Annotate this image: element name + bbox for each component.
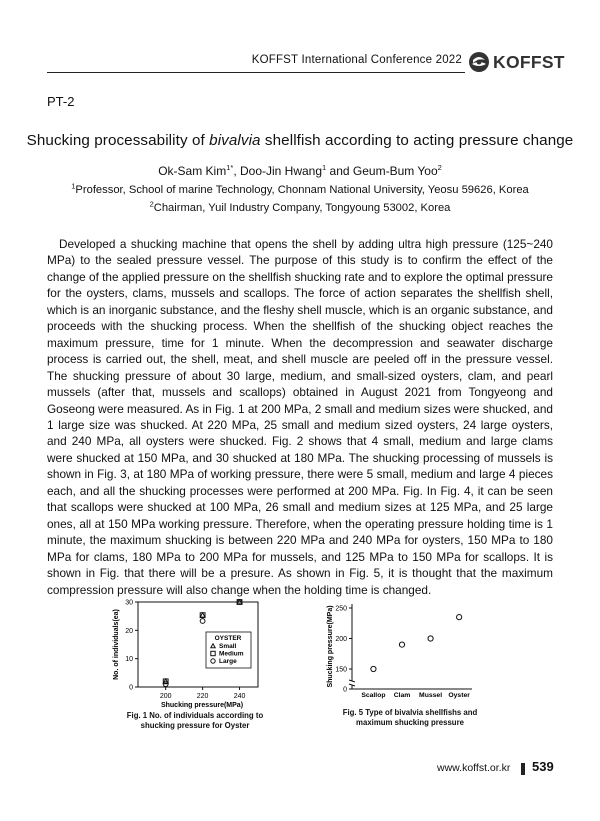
legend-title: OYSTER (214, 635, 242, 642)
footer-divider (521, 763, 525, 775)
y-tick-label: 0 (343, 686, 347, 694)
y-tick-label: 150 (335, 666, 347, 674)
fig1-chart (108, 594, 273, 710)
x-tick-label: 220 (196, 693, 209, 700)
page-number: 539 (532, 759, 554, 774)
y-tick-label: 250 (335, 605, 347, 613)
y-tick-label: 30 (125, 599, 133, 607)
x-category-label: Scallop (361, 692, 386, 699)
y-tick-label: 0 (129, 684, 133, 692)
footer-url: www.koffst.or.kr (437, 762, 511, 774)
fig1-caption-line: shucking pressure for Oyster (140, 721, 250, 730)
conference-name: KOFFST International Conference 2022 (251, 54, 462, 66)
author-sup: 1* (226, 163, 234, 172)
data-point-circle (200, 619, 205, 624)
y-tick-label: 10 (125, 656, 133, 664)
y-axis-label: No. of individuals(ea) (113, 609, 120, 680)
affiliation (0, 199, 600, 214)
abstract-body: Developed a shucking machine that opens the shell by adding ultra high pressure (125~240 MPa) to the sealed pressure vessel. The purpose of this study is to confirm the effect of the change of the applied pressure on the shellfish shucking rate and to explore the optimal pressure for the oysters, clams, mussels and scallops. The force of action separates the shellfish shell, which is an inorganic substance, and the fleshy shell muscle, which is an organic substance, and proceeds with the shucking process. When the shellfish of the shucking object reaches the maximum pressure, time for 1 minute. When the decompression and seawater discharge process is carried out, the shell, meat, and shell muscle are peeled off in the pressure vessel. The shucking pressure of about 30 large, medium, and small-sized oysters, clam, and pearl mussels (after that, mussels and scallops) obtained in August 2021 from Tongyeong and Goseong were measured. As in Fig. 1 at 200 MPa, 2 small and medium sizes were shucked, and 1 large size was shucked. At 220 MPa, 25 small and medium sized oysters, 24 large oysters, and 240 MPa, all oysters were shucked. Fig. 2 shows that 4 small, medium and large clams were shucked at 150 MPa, and 30 shucked at 180 MPa. The shucking processing of mussels is shown in Fig. 3, at 180 MPa of working pressure, there were 5 small, medium and large 4 pieces each, and all the shucking processes were performed at 200 MPa. Fig. In Fig. 4, it can be seen that scallops were shucked at 100 MPa, 26 small and medium sizes at 125 MPa, and 25 large ones, all at 150 MPa working pressure. Therefore, when the operating pressure holding time is 1 minute, the maximum shucking is between 220 MPa and 240 MPa for oysters, 150 MPa to 180 MPa for clams, 180 MPa to 200 MPa for mussels, and 125 MPa to 150 MPa for scallops. It is shown in Fig. that there will be a presure. As shown in Fig. 5, it is thought that the maximum compression pressure will also change when the holding time is changed. (47, 237, 553, 597)
title-italic: bivalvia (209, 132, 261, 149)
y-tick-label: 200 (335, 636, 347, 643)
title-part: Shucking processability of (26, 132, 210, 149)
affiliation-text: Professor, School of marine Technology, Chonnam National University, Yeosu 59626, Korea (75, 184, 529, 196)
author-sep: , (233, 164, 240, 178)
fig5-caption-line: Fig. 5 Type of bivalvia shellfishs and (342, 708, 478, 717)
data-point-circle (428, 636, 433, 641)
affiliation (0, 181, 600, 196)
koffst-logo (468, 50, 565, 74)
fig1-caption (105, 711, 285, 731)
data-point-triangle (200, 613, 205, 617)
affiliation-text: Chairman, Yuil Industry Company, Tongyoung 53002, Korea (153, 202, 451, 214)
fig5-caption (320, 708, 500, 728)
data-point-circle (457, 615, 462, 620)
affiliation-sup: 1 (71, 181, 76, 191)
y-axis-label: Shucking pressure(MPa) (327, 605, 334, 688)
author-sup: 2 (437, 163, 442, 172)
authors (0, 164, 600, 178)
fig5-chart (322, 594, 482, 706)
x-tick-label: 240 (233, 693, 246, 700)
title-part: shellfish according to acting pressure change (260, 132, 574, 149)
x-category-label: Clam (393, 692, 411, 699)
author-name: Doo-Jin Hwang (239, 164, 323, 178)
author-name: Ok-Sam Kim (158, 164, 227, 178)
x-tick-label: 200 (159, 693, 172, 700)
fig1-caption-line: Fig. 1 No. of individuals according to (126, 711, 264, 720)
legend-label: Medium (219, 650, 244, 658)
header-rule (47, 72, 465, 73)
y-tick-label: 20 (125, 627, 133, 635)
affiliation-sup: 2 (149, 199, 154, 209)
koffst-logo-icon (468, 51, 490, 73)
legend-label: Large (219, 658, 237, 665)
fig5-caption-line: maximum shucking pressure (356, 718, 464, 727)
paper-title (0, 132, 600, 149)
author-name: Geum-Bum Yoo (352, 164, 438, 178)
session-code: PT-2 (47, 94, 75, 109)
x-category-label: Mussel (419, 692, 443, 699)
author-sep: and (326, 164, 353, 178)
x-category-label: Oyster (448, 692, 470, 699)
data-point-circle (399, 642, 404, 647)
x-axis-label: Shucking pressure(MPa) (160, 702, 244, 709)
legend-label: Small (219, 643, 237, 650)
author-sup: 1 (322, 163, 327, 172)
logo-wordmark: KOFFST (493, 51, 565, 72)
data-point-circle (371, 666, 376, 671)
